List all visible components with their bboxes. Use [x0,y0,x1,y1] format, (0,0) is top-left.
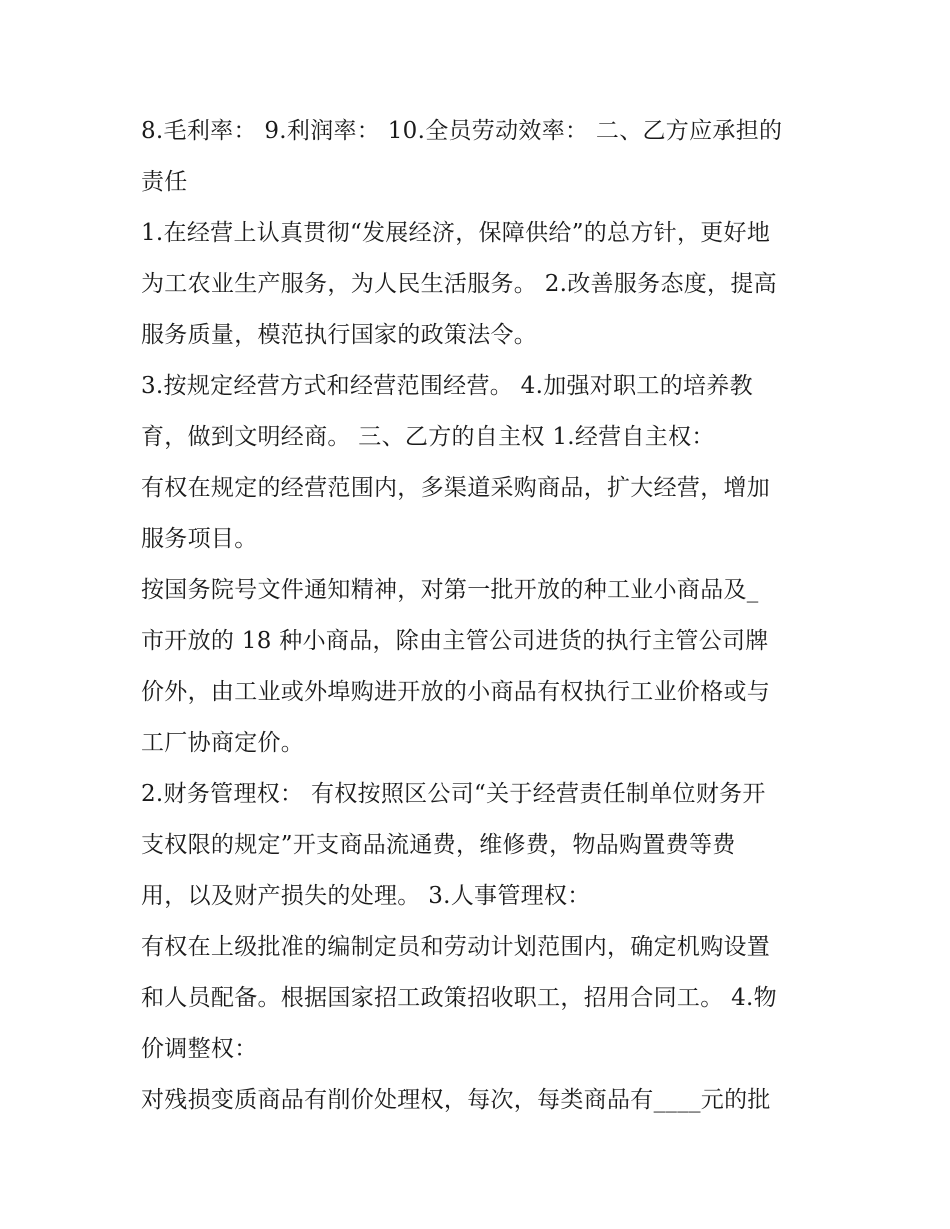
text-line: 工厂协商定价。 [141,730,305,756]
text-line: 8.毛利率： 9.利润率： 10.全员劳动效率： 二、乙方应承担的 [141,118,783,144]
text-line: 用，以及财产损失的处理。 3.人事管理权： [141,883,591,909]
text-line: 1.在经营上认真贯彻“发展经济，保障供给”的总方针，更好地 [141,220,771,246]
text-line: 责任 [141,169,188,195]
text-line: 市开放的 18 种小商品，除由主管公司进货的执行主管公司牌 [141,628,769,654]
text-line: 2.财务管理权： 有权按照区公司“关于经营责任制单位财务开 [141,781,766,807]
text-line: 为工农业生产服务，为人民生活服务。 2.改善服务态度，提高 [141,271,777,297]
text-line: 有权在上级批准的编制定员和劳动计划范围内，确定机购设置 [141,934,771,960]
text-line: 服务项目。 [141,526,258,552]
text-line: 支权限的规定”开支商品流通费，维修费，物品购置费等费 [141,832,736,858]
text-line: 价外，由工业或外埠购进开放的小商品有权执行工业价格或与 [141,679,771,705]
text-line: 3.按规定经营方式和经营范围经营。 4.加强对职工的培养教 [141,373,753,399]
text-line: 对残损变质商品有削价处理权，每次，每类商品有____元的批 [141,1087,771,1113]
text-line: 和人员配备。根据国家招工政策招收职工，招用合同工。 4.物 [141,985,777,1011]
text-line: 育，做到文明经商。 三、乙方的自主权 1.经营自主权： [141,424,715,450]
text-line: 价调整权： [141,1036,258,1062]
text-line: 按国务院号文件通知精神，对第一批开放的种工业小商品及_ [141,577,759,603]
text-line: 有权在规定的经营范围内，多渠道采购商品，扩大经营，增加 [141,475,771,501]
text-line: 服务质量，模范执行国家的政策法令。 [141,322,538,348]
